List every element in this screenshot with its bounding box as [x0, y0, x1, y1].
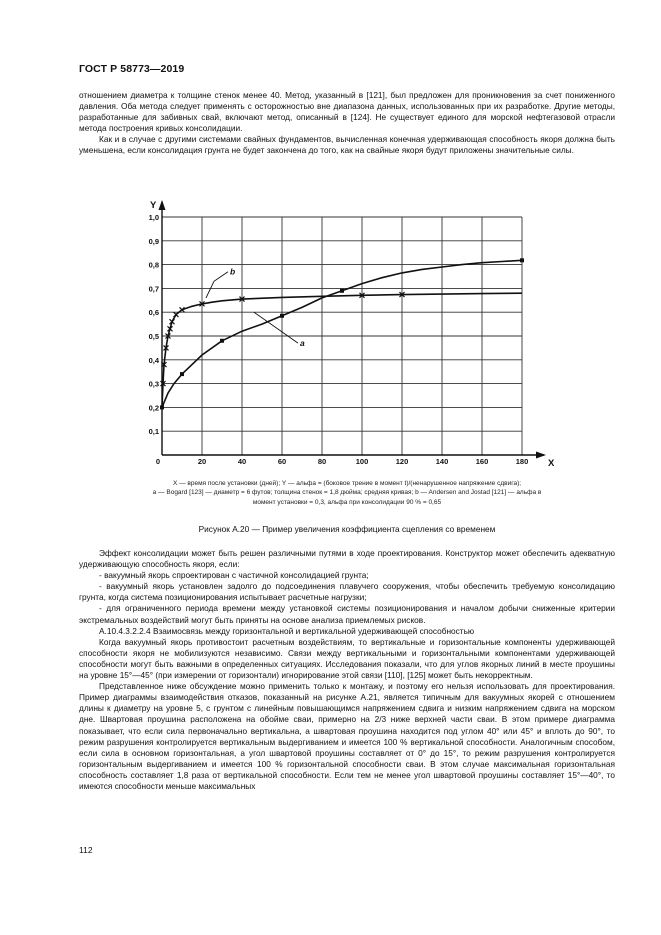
x-tick-label: 160: [475, 457, 489, 466]
section-heading: А.10.4.3.2.2.4 Взаимосвязь между горизонтальной и вертикальной удерживающей способностью: [99, 625, 475, 636]
y-tick-label: 0,4: [148, 355, 159, 365]
y-tick-label: 0,6: [148, 308, 159, 318]
series-line-a: [162, 260, 522, 407]
x-axis-arrow: [536, 452, 546, 459]
series-line-b: [162, 293, 522, 407]
leader-line-a: [254, 312, 298, 343]
series-marker-a: [520, 258, 524, 262]
paragraph: Когда вакуумный якорь противостоит расчетным воздействиям, то вертикальные и горизонтальные компоненты удерживающей способности якоря не мобилизуются независимо. Связи между вертикальными и горизонтальными компонентами удерживающей способности могут быть важными в определенных ситуациях. Исследования показали, что для углов якорных линий в месте проушины на уровне 15°—45° (при измерении от горизонтали) игнорирование этой связи [110], [125] может быть некорректным.: [79, 636, 615, 681]
series-marker-a: [160, 405, 164, 409]
series-marker-b: [174, 312, 179, 317]
y-tick-label: 0,3: [148, 379, 159, 389]
y-axis-label: Y: [150, 200, 157, 211]
document-header: ГОСТ Р 58773—2019: [79, 63, 185, 75]
figure-a20-chart: [140, 196, 560, 471]
x-tick-label: 80: [317, 457, 327, 466]
chart-grid: [162, 217, 522, 455]
paragraph: Как и в случае с другими системами свайных фундаментов, вычисленная конечная удерживающая способность якоря должна быть уменьшена, если консолидация грунта не будет закончена до того, как на свайные якоря будут приложены значительные силы.: [79, 134, 615, 156]
paragraph: Эффект консолидации может быть решен различными путями в ходе проектирования. Конструктор может обеспечить адекватную удерживающую способность якоря, если:: [79, 548, 615, 570]
bottom-text-block: [79, 548, 615, 792]
y-tick-label: 0,1: [148, 427, 159, 437]
series-marker-a: [280, 314, 284, 318]
y-tick-label: 0,8: [148, 260, 159, 270]
figure-title: Рисунок А.20 — Пример увеличения коэффициента сцепления со временем: [198, 524, 496, 534]
chart-ticks: [149, 213, 529, 466]
x-tick-label: 100: [355, 457, 369, 466]
series-marker-a: [340, 289, 344, 293]
y-tick-label: 1,0: [148, 213, 159, 222]
paragraph: Представленное ниже обсуждение можно применить только к монтажу, и поэтому его нельзя использовать для проектирования. Пример диаграммы взаимодействия отказов, показанный на рисунке А.21, является типичным для вакуумных якорей с отношением длины к диаметру на уровне 5, с грунтом с линейным повышающимся напряжением сдвига и низким напряжением сдвига на морском дне. Швартовая проушина расположена на обойме сваи, примерно на 2/3 ниже верхней части сваи. В этом примере диаграмма показывает, что если сила первоначально вертикальна, а швартовая проушина находится под углом 40° или 45° и вплоть до 90°, то режим разрушения контролируется вертикальным выдергиванием и имеется 100 % вертикальной способности. Аналогичным способом, если сила в основном горизонтальная, а угол швартовой проушины составляет от 0° до 15°, то режим разрушения контролируется горизонтальным выдергиванием и имеется 100 % горизонтальной способности сваи. В этом случае максимальная горизонтальная способность составляет 1,8 раза от вертикальной способности. Если тем не менее угол швартовой проушины составляет 15°—40°, то имеются способности меньше максимальных: [79, 681, 615, 791]
figure-note-line: момент установки = 0,3, альфа при консолидации 90 % = 0,65: [252, 498, 442, 506]
figure-note-line: a — Bogard [123] — диаметр = 6 футов; толщина стенок = 1,8 дюйма; средняя кривая; b — Andersen and Jostad [121] — альфа в: [152, 489, 542, 497]
x-tick-label: 40: [237, 457, 247, 466]
y-tick-label: 0,2: [148, 403, 159, 413]
y-tick-label: 0,9: [148, 236, 159, 246]
figure-note: [79, 479, 615, 507]
x-tick-label: 20: [197, 457, 207, 466]
figure-note-line: X — время после установки (дней); Y — альфа = (боковое трение в момент t)/(ненарушенное напряжение сдвига);: [172, 480, 522, 487]
series-marker-a: [180, 372, 184, 376]
x-axis-label: X: [548, 458, 555, 469]
leader-line-b: [206, 272, 228, 298]
y-tick-label: 0,7: [148, 284, 159, 294]
list-item: - вакуумный якорь установлен задолго до подсоединения плавучего сооружения, чтобы обеспечить требуемую консолидацию грунта, когда система позиционирования испытывает расчетные нагрузки;: [79, 581, 615, 603]
top-text-block: [79, 90, 615, 157]
x-tick-label: 140: [435, 457, 449, 466]
annotation-a: a: [300, 338, 305, 349]
list-item: - вакуумный якорь спроектирован с частичной консолидацией грунта;: [99, 570, 369, 581]
y-tick-label: 0,5: [148, 332, 159, 341]
y-axis-arrow: [159, 200, 166, 210]
annotation-b: b: [230, 266, 236, 277]
x-tick-label: 180: [515, 457, 529, 466]
series-marker-a: [220, 339, 224, 343]
page-number: 112: [79, 845, 93, 855]
list-item: - для ограниченного периода времени между установкой системы позиционирования и началом добычи сниженные критерии экстремальных воздействий могут быть приняты на основе анализа приемлемых рисков.: [79, 603, 615, 625]
x-tick-label: 0: [155, 457, 161, 466]
paragraph: отношением диаметра к толщине стенок менее 40. Метод, указанный в [121], был предложен для проникновения за счет пониженного давления. Оба метода следует применять с осторожностью вне диапазона данных, использованных при их разработке. Другие методы, разработанные для забивных свай, включают метод, описанный в [124]. Не существует единого для морской нефтегазовой отрасли метода построения кривых консолидации.: [79, 90, 615, 134]
x-tick-label: 120: [395, 457, 409, 466]
chart-axes: [159, 200, 547, 459]
x-tick-label: 60: [277, 457, 287, 466]
